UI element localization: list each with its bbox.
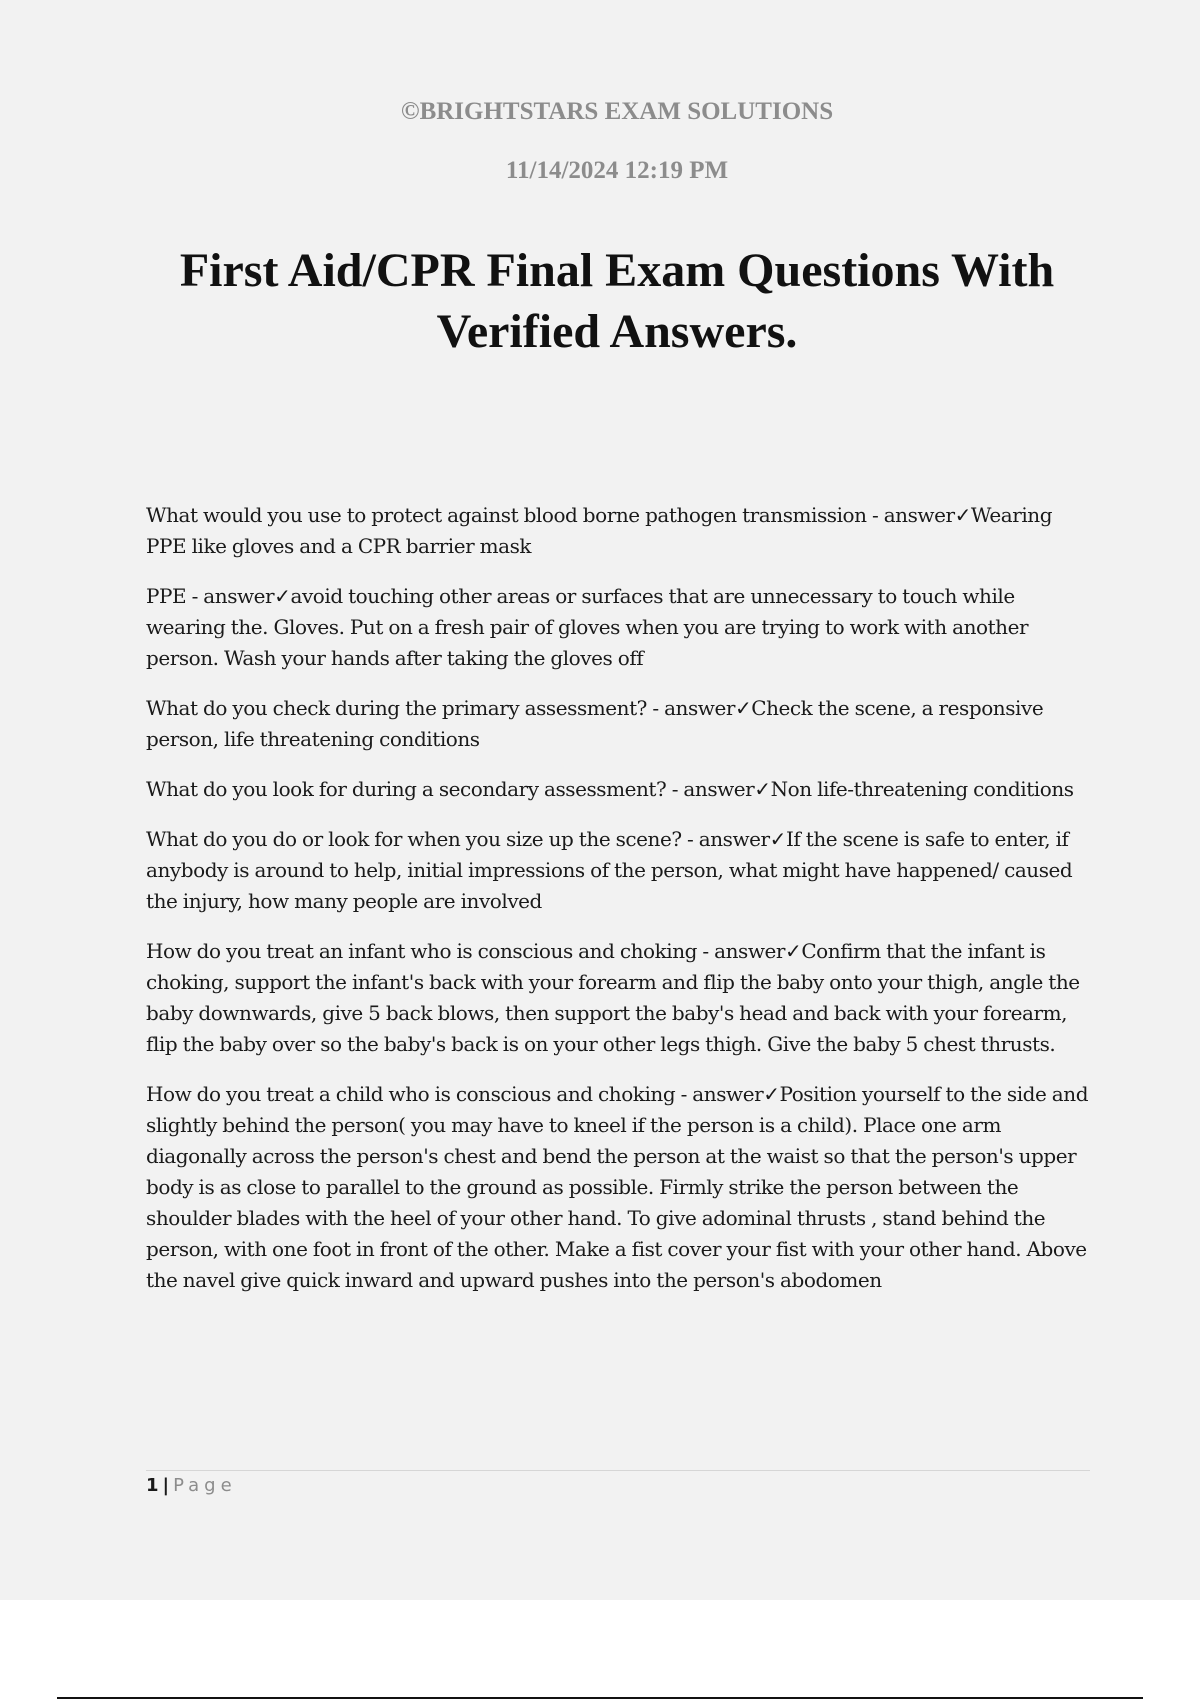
page-footer (146, 1475, 237, 1496)
page-bottom-divider (57, 1697, 1143, 1699)
qa-item: How do you treat a child who is conscious and choking - answer✓Position yourself to the side and slightly behind the person( you may have to kneel if the person is a child). Place one arm diagonally across the person's chest and bend the person at the waist so that the person's upper body is as close to parallel to the ground as possible. Firmly strike the person between the shoulder blades with the heel of your other hand. To give adominal thrusts , stand behind the person, with one foot in front of the other. Make a fist cover your fist with your other hand. Above the navel give quick inward and upward pushes into the person's abodomen (146, 1082, 1089, 1292)
qa-item: What would you use to protect against blood borne pathogen transmission - answer✓Wearing PPE like gloves and a CPR barrier mask (146, 503, 1053, 558)
qa-item: What do you look for during a secondary assessment? - answer✓Non life-threatening conditions (146, 777, 1074, 801)
qa-item: PPE - answer✓avoid touching other areas or surfaces that are unnecessary to touch while wearing the. Gloves. Put on a fresh pair of gloves when you are trying to work with another person. Wash your hands after taking the gloves off (146, 584, 1029, 670)
footer-divider (146, 1470, 1090, 1471)
footer-separator: | (162, 1475, 170, 1496)
page-number: 1 (146, 1475, 159, 1496)
document-title: First Aid/CPR Final Exam Questions With Verified Answers. (179, 244, 1055, 358)
qa-item: What do you check during the primary assessment? - answer✓Check the scene, a responsive person, life threatening conditions (146, 696, 1044, 751)
header-organization: ©BRIGHTSTARS EXAM SOLUTIONS (400, 98, 834, 125)
qa-item: What do you do or look for when you size up the scene? - answer✓If the scene is safe to enter, if anybody is around to help, initial impressions of the person, what might have happened/ caused the injury, how many people are involved (146, 827, 1073, 913)
page-label: Page (173, 1475, 237, 1496)
header-datetime: 11/14/2024 12:19 PM (505, 157, 729, 184)
qa-list (146, 500, 1096, 1315)
qa-item: How do you treat an infant who is conscious and choking - answer✓Confirm that the infant is choking, support the infant's back with your forearm and flip the baby onto your thigh, angle the baby downwards, give 5 back blows, then support the baby's head and back with your forearm, flip the baby over so the baby's back is on your other legs thigh. Give the baby 5 chest thrusts. (146, 939, 1080, 1056)
